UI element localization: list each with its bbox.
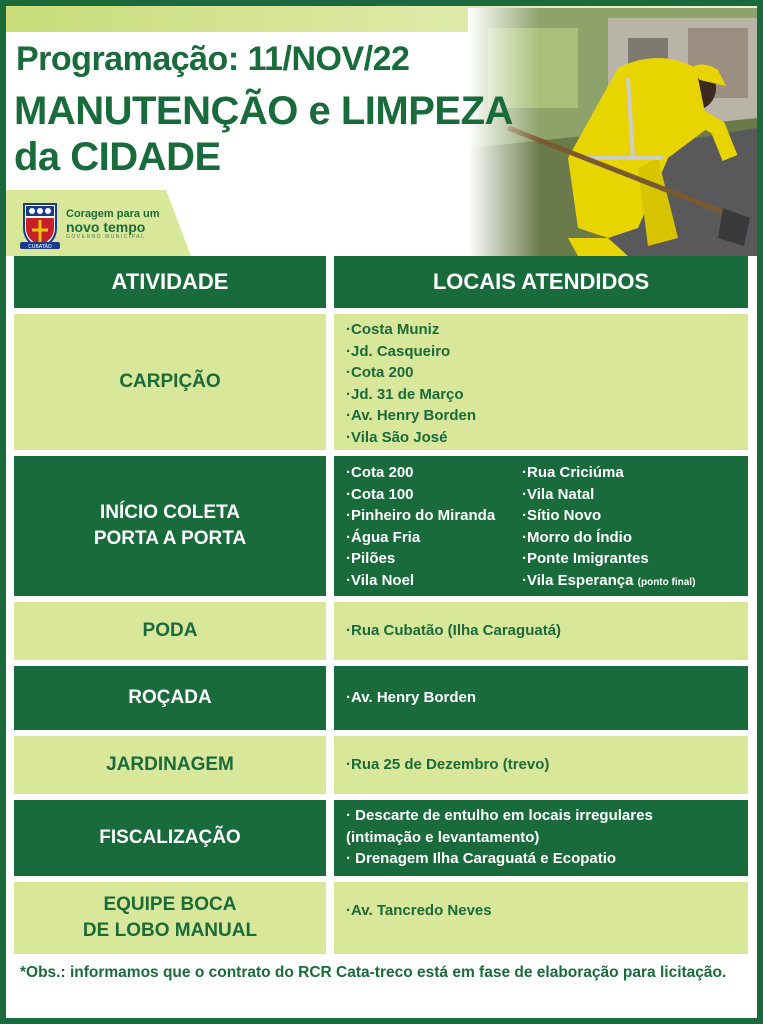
column-header-activity: ATIVIDADE <box>14 256 326 308</box>
final-stop-note: (ponto final) <box>637 576 696 588</box>
list-item: · Vila Noel <box>346 570 522 592</box>
list-item: · Costa Muniz <box>346 319 736 341</box>
list-item: · Av. Henry Borden <box>346 405 736 427</box>
list-item: · Rua Cubatão (Ilha Caraguatá) <box>346 620 561 642</box>
list-item: · Ponte Imigrantes <box>522 548 736 570</box>
list-item: · Vila São José <box>346 427 736 449</box>
activity-carpicao: CARPIÇÃO <box>14 314 326 450</box>
activity-boca-line-1: EQUIPE BOCA <box>103 894 237 915</box>
locations-poda <box>334 602 748 660</box>
activity-rocada: ROÇADA <box>14 666 326 730</box>
locations-fiscalizacao <box>334 800 748 876</box>
svg-text:CUBATÃO: CUBATÃO <box>28 244 52 250</box>
title-line-2: da CIDADE <box>14 135 221 179</box>
list-item: · Jd. 31 de Março <box>346 384 736 406</box>
list-item: · Rua 25 de Dezembro (trevo) <box>346 754 549 776</box>
slogan <box>66 208 160 240</box>
list-item: · Água Fria <box>346 527 522 549</box>
list-item: · Cota 100 <box>346 484 522 506</box>
list-item: · Vila Natal <box>522 484 736 506</box>
list-item: · Pilões <box>346 548 522 570</box>
locations-boca-de-lobo <box>334 882 748 954</box>
activity-coleta-line-2: PORTA A PORTA <box>93 528 247 549</box>
slogan-line-1: Coragem para um <box>66 208 160 220</box>
locations-jardinagem <box>334 736 748 794</box>
list-item: · Pinheiro do Miranda <box>346 505 522 527</box>
activity-boca-de-lobo <box>14 882 326 954</box>
list-item: · Av. Henry Borden <box>346 687 476 709</box>
column-header-locations: LOCAIS ATENDIDOS <box>334 256 748 308</box>
list-item: · Drenagem Ilha Caraguatá e Ecopatio <box>346 850 617 867</box>
list-item: · Rua Criciúma <box>522 462 736 484</box>
header <box>6 6 757 256</box>
activity-poda: PODA <box>14 602 326 660</box>
date-line: Programação: 11/NOV/22 <box>16 40 410 78</box>
activity-coleta <box>14 456 326 596</box>
activity-jardinagem: JARDINAGEM <box>14 736 326 794</box>
list-item: · Descarte de entulho em locais irregulares <box>346 807 653 824</box>
locations-coleta <box>334 456 748 596</box>
title-line-1: MANUTENÇÃO e LIMPEZA <box>14 89 513 133</box>
activity-boca-line-2: DE LOBO MANUAL <box>82 920 258 941</box>
slogan-line-2: novo tempo <box>66 219 146 235</box>
list-item: · Av. Tancredo Neves <box>346 900 736 922</box>
footer-note: *Obs.: informamos que o contrato do RCR Cata-treco está em fase de elaboração para licitação. <box>20 964 727 981</box>
locations-carpicao <box>334 314 748 450</box>
list-item: · Cota 200 <box>346 362 736 384</box>
list-item: · Jd. Casqueiro <box>346 341 736 363</box>
list-item-continuation: (intimação e levantamento) <box>346 828 540 846</box>
slogan-line-3: GOVERNO MUNICIPAL <box>66 234 146 240</box>
list-item: · Vila Esperança (ponto final) <box>522 570 736 594</box>
list-item: · Sítio Novo <box>522 505 736 527</box>
locations-rocada <box>334 666 748 730</box>
list-item: · Cota 200 <box>346 462 522 484</box>
list-item: · Morro do Índio <box>522 527 736 549</box>
activity-fiscalizacao: FISCALIZAÇÃO <box>14 800 326 876</box>
city-crest-icon <box>18 198 62 250</box>
activity-coleta-line-1: INÍCIO COLETA <box>99 502 241 523</box>
